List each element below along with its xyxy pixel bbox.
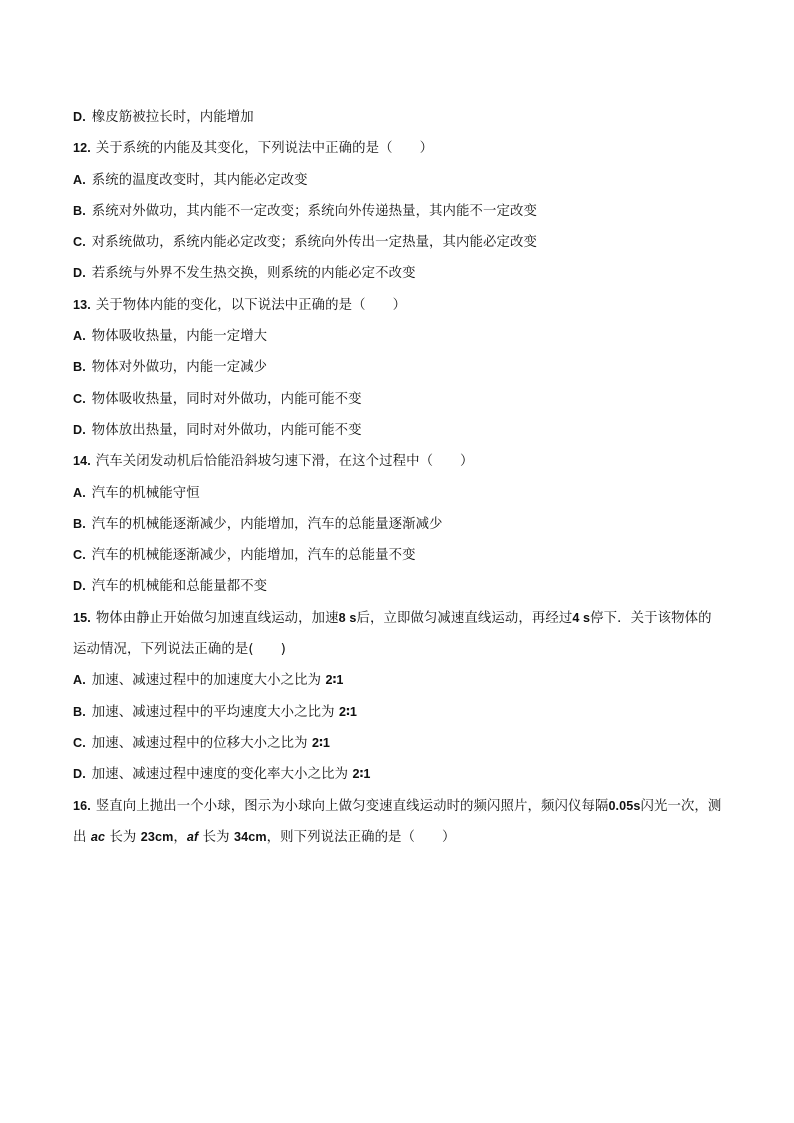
q12-stem bbox=[73, 133, 733, 164]
question-text-part: 竖直向上抛出一个小球，图示为小球向上做匀变速直线运动时的频闪照片，频闪仪每隔 bbox=[95, 798, 609, 814]
length-af-value: 34cm bbox=[234, 829, 267, 844]
question-text-part: 闪光一次，测出 bbox=[73, 798, 722, 845]
segment-ac-label: ac bbox=[90, 829, 106, 844]
question-text-part: ， bbox=[173, 829, 187, 845]
option-text: 物体放出热量，同时对外做功，内能可能不变 bbox=[91, 422, 362, 438]
length-ac-value: 23cm bbox=[140, 829, 174, 844]
option-letter: D. bbox=[73, 767, 86, 782]
decel-time-value: 4 s bbox=[572, 610, 591, 625]
question-text-part: ，则下列说法正确的是（ ） bbox=[266, 829, 456, 845]
option-text: 汽车的机械能守恒 bbox=[91, 485, 200, 501]
option-text: 加速、减速过程中的平均速度大小之比为 bbox=[91, 704, 335, 720]
accel-time-value: 8 s bbox=[338, 610, 357, 625]
question-number: 14. bbox=[73, 454, 91, 469]
question-text: 关于物体内能的变化，以下说法中正确的是（ ） bbox=[95, 297, 407, 313]
question-text-part: 长为 bbox=[109, 829, 137, 845]
flash-interval-value: 0.05s bbox=[608, 798, 641, 813]
q15-stem bbox=[73, 603, 725, 666]
question-text: 关于系统的内能及其变化，下列说法中正确的是（ ） bbox=[95, 141, 434, 157]
q15-option-a bbox=[73, 665, 733, 696]
q13-option-a bbox=[73, 321, 733, 352]
option-letter: A. bbox=[73, 485, 86, 500]
q13-option-c bbox=[73, 384, 733, 415]
question-text-part: 停下．关于该物体的运动情况，下列说法正确的是( ) bbox=[73, 610, 712, 658]
option-letter: D. bbox=[73, 422, 86, 437]
q14-option-a bbox=[73, 478, 733, 509]
q16-stem bbox=[73, 791, 725, 854]
segment-af-label: af bbox=[186, 829, 199, 844]
option-letter: D. bbox=[73, 579, 86, 594]
q15-option-c bbox=[73, 728, 733, 759]
option-text: 对系统做功，系统内能必定改变；系统向外传出一定热量，其内能必定改变 bbox=[91, 235, 537, 251]
q14-option-d bbox=[73, 571, 733, 602]
option-text: 汽车的机械能和总能量都不变 bbox=[91, 579, 268, 595]
q12-option-b bbox=[73, 196, 733, 227]
option-letter: C. bbox=[73, 735, 86, 750]
option-letter: C. bbox=[73, 391, 86, 406]
option-text: 加速、减速过程中的加速度大小之比为 bbox=[91, 673, 322, 689]
q11-option-d bbox=[73, 102, 733, 133]
option-text: 加速、减速过程中速度的变化率大小之比为 bbox=[91, 767, 349, 783]
q13-option-b bbox=[73, 352, 733, 383]
ratio-value: 2∶1 bbox=[325, 673, 344, 688]
ratio-value: 2∶1 bbox=[339, 704, 358, 719]
option-text: 物体吸收热量，同时对外做功，内能可能不变 bbox=[91, 391, 362, 407]
option-letter: D. bbox=[73, 266, 86, 281]
q12-option-c bbox=[73, 227, 733, 258]
question-text-part: 长为 bbox=[202, 829, 230, 845]
ratio-value: 2∶1 bbox=[312, 735, 331, 750]
option-text: 橡皮筋被拉长时，内能增加 bbox=[91, 110, 254, 125]
option-letter: A. bbox=[73, 172, 86, 187]
option-text: 加速、减速过程中的位移大小之比为 bbox=[91, 735, 308, 751]
question-number: 16. bbox=[73, 798, 91, 813]
question-text-part: 后，立即做匀减速直线运动，再经过 bbox=[356, 610, 573, 626]
q12-option-a bbox=[73, 165, 733, 196]
ratio-value: 2∶1 bbox=[352, 767, 371, 782]
q15-option-b bbox=[73, 697, 733, 728]
option-letter: A. bbox=[73, 673, 86, 688]
option-text: 汽车的机械能逐渐减少，内能增加，汽车的总能量逐渐减少 bbox=[91, 516, 443, 532]
question-text-part: 物体由静止开始做匀加速直线运动，加速 bbox=[95, 610, 339, 626]
q12-option-d bbox=[73, 258, 733, 289]
option-letter: D. bbox=[73, 110, 86, 124]
option-letter: B. bbox=[73, 704, 86, 719]
option-letter: A. bbox=[73, 329, 86, 344]
option-text: 物体吸收热量，内能一定增大 bbox=[91, 329, 268, 345]
option-letter: B. bbox=[73, 360, 86, 375]
q13-option-d bbox=[73, 415, 733, 446]
q14-stem bbox=[73, 446, 733, 477]
option-letter: C. bbox=[73, 235, 86, 250]
option-letter: B. bbox=[73, 203, 86, 218]
q13-stem bbox=[73, 290, 733, 321]
option-text: 系统对外做功，其内能不一定改变；系统向外传递热量，其内能不一定改变 bbox=[91, 203, 537, 219]
q14-option-c bbox=[73, 540, 733, 571]
q15-option-d bbox=[73, 759, 733, 790]
question-number: 13. bbox=[73, 297, 91, 312]
option-text: 系统的温度改变时，其内能必定改变 bbox=[91, 172, 308, 188]
question-number: 15. bbox=[73, 610, 91, 625]
q14-option-b bbox=[73, 509, 733, 540]
option-text: 若系统与外界不发生热交换，则系统的内能必定不改变 bbox=[91, 266, 416, 282]
question-number: 12. bbox=[73, 141, 91, 156]
option-text: 物体对外做功，内能一定减少 bbox=[91, 360, 268, 376]
question-text: 汽车关闭发动机后恰能沿斜坡匀速下滑，在这个过程中（ ） bbox=[95, 454, 474, 470]
option-letter: B. bbox=[73, 516, 86, 531]
option-letter: C. bbox=[73, 548, 86, 563]
option-text: 汽车的机械能逐渐减少，内能增加，汽车的总能量不变 bbox=[91, 548, 416, 564]
question-content bbox=[73, 102, 733, 853]
